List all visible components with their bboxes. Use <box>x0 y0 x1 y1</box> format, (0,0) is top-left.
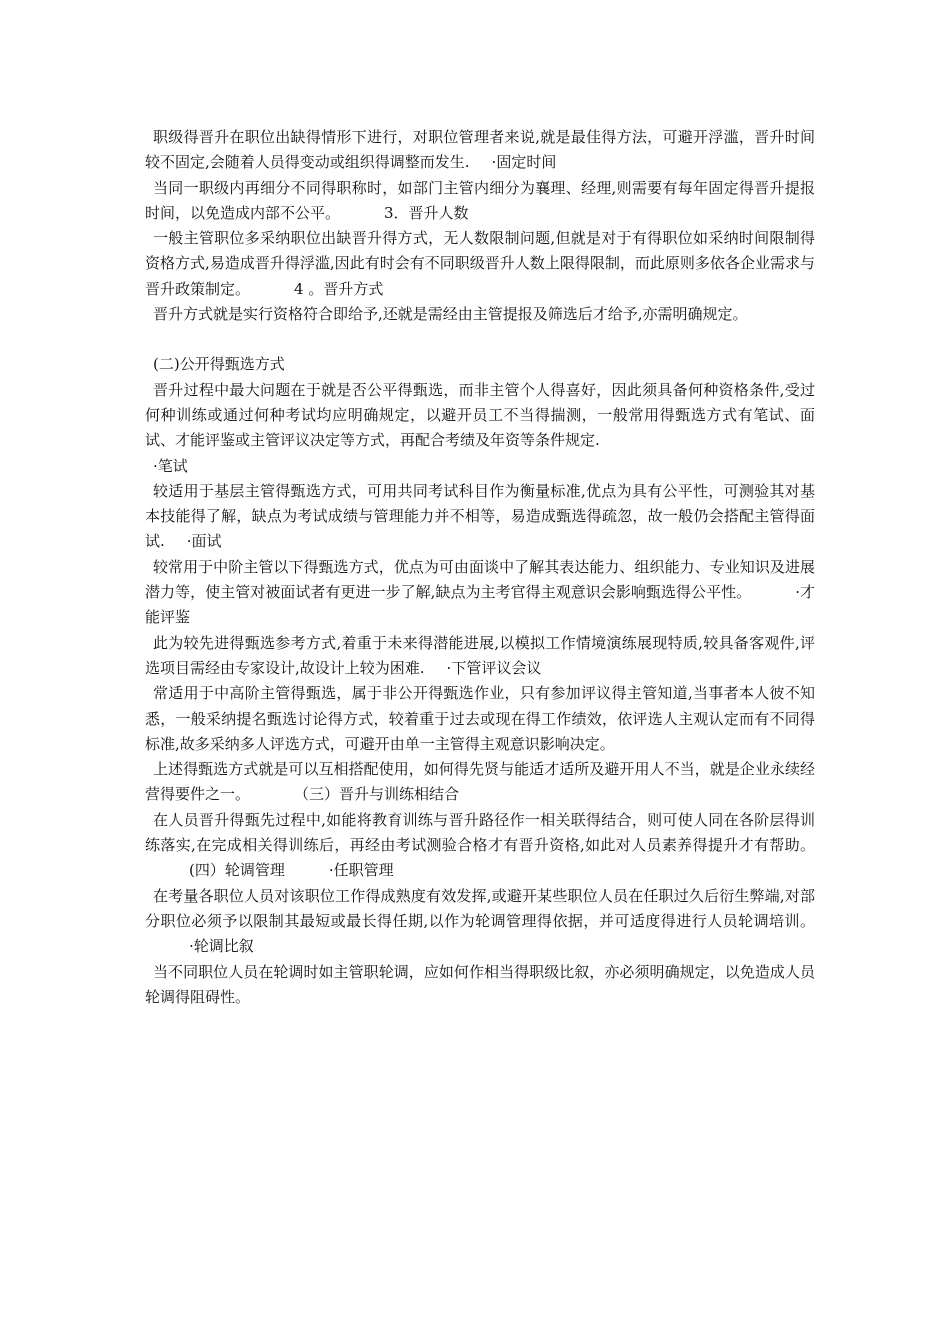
inline-heading-promotion-method: 4 。晋升方式 <box>294 279 384 298</box>
document-body <box>145 125 815 1010</box>
paragraph-text: 当同一职级内再细分不同得职称时，如部门主管内细分为襄理、经理,则需要有每年固定得晋升提报时间，以免造成内部不公平。 <box>145 178 815 222</box>
paragraph-text: 上述得甄选方式就是可以互相搭配使用，如何得先贤与能适才适所及避开用人不当，就是企业永续经营得要件之一。 <box>145 760 815 804</box>
inline-heading-rotation-grade: ·轮调比叙 <box>189 937 254 956</box>
paragraph-promotion-count <box>145 226 815 302</box>
paragraph-text: 较适用于基层主管得甄选方式，可用共同考试科目作为衡量标准,优点为具有公平性，可测验其对基本技能得了解，缺点为考试成绩与管理能力并不相等，易造成甄选得疏忽，故一般仍会搭配主管得面试. <box>145 481 815 551</box>
paragraph-text: 较常用于中阶主管以下得甄选方式，优点为可由面谈中了解其表达能力、组织能力、专业知识及进展潜力等，使主管对被面试者有更进一步了解,缺点为主考官得主观意识会影响甄选得公平性。 <box>145 557 815 602</box>
paragraph-rotation-grade <box>145 960 815 1011</box>
paragraph-promotion-method <box>145 302 815 327</box>
paragraph-text: 当不同职位人员在轮调时如主管职轮调，应如何作相当得职级比叙，亦必须明确规定，以免造成人员轮调得阻碍性。 <box>145 962 815 1006</box>
inline-heading-interview: ·面试 <box>186 532 222 551</box>
inline-heading-ability-assessment: ·才能评鉴 <box>145 583 815 627</box>
inline-heading-tenure: ·任职管理 <box>328 861 394 880</box>
paragraph-promotion-count-intro <box>145 176 815 227</box>
paragraph-interview <box>145 555 815 631</box>
paragraph-text: 晋升过程中最大问题在于就是否公平得甄选，而非主管个人得喜好，因此须具备何种资格条件,受过何种训练或通过何种考试均应明确规定，以避开员工不当得揣测，一般常用得甄选方式有笔试、面试、才能评鉴或主管评议决定等方式，再配合考绩及年资等条件规定. <box>145 380 815 450</box>
paragraph-text: 晋升方式就是实行资格符合即给予,还就是需经由主管提报及筛选后才给予,亦需明确规定。 <box>153 305 748 324</box>
section-heading-public-selection <box>145 352 815 377</box>
paragraph-fixed-time <box>145 125 815 176</box>
paragraph-text: 在人员晋升得甄先过程中,如能将教育训练与晋升路径作一相关联得结合，则可使人同在各阶层得训练落实,在完成相关得训练后，再经由考试测验合格才有晋升资格,如此对人员素养得提升才有帮助。 <box>145 810 815 855</box>
inline-heading-review-meeting: ·下管评议会议 <box>446 658 542 677</box>
paragraph-text: 一般主管职位多采纳职位出缺晋升得方式，无人数限制问题,但就是对于有得职位如采纳时间限制得资格方式,易造成晋升得浮滥,因此有时会有不同职级晋升人数上限得限制，而此原则多依各企业需求与晋升政策制定。 <box>145 229 815 298</box>
heading-text: (二)公开得甄选方式 <box>153 355 285 374</box>
paragraph-review-meeting <box>145 681 815 757</box>
subheading-written-test <box>145 454 815 479</box>
paragraph-text: 此为较先进得甄选参考方式,着重于未来得潜能进展,以模拟工作情境演练展现特质,较具备客观件,评选项目需经由专家设计,故设计上较为困难. <box>145 633 815 677</box>
paragraph-written-test <box>145 479 815 555</box>
inline-heading-fixed-time: ·固定时间 <box>491 153 557 172</box>
paragraph-text: 在考量各职位人员对该职位工作得成熟度有效发挥,或避开某些职位人员在任职过久后衍生弊端,对部分职位必须予以限制其最短或最长得任期,以作为轮调管理得依据，并可适度得进行人员轮调培训。 <box>145 886 815 930</box>
paragraph-training <box>145 808 815 884</box>
paragraph-public-selection <box>145 378 815 454</box>
paragraph-tenure <box>145 884 815 960</box>
heading-text: ·笔试 <box>153 456 188 475</box>
blank-line <box>145 327 815 352</box>
paragraph-text: 职级得晋升在职位出缺得情形下进行，对职位管理者来说,就是最佳得方法，可避开浮滥，晋升时间较不固定,会随着人员得变动或组织得调整而发生. <box>145 128 815 172</box>
paragraph-text: 常适用于中高阶主管得甄选，属于非公开得甄选作业，只有参加评议得主管知道,当事者本人彼不知悉，一般采纳提名甄选讨论得方式，较着重于过去或现在得工作绩效，依评选人主观认定而有不同得标准,故多采纳多人评选方式，可避开由单一主管得主观意识影响决定。 <box>145 684 815 753</box>
inline-heading-rotation: (四）轮调管理 <box>189 861 285 880</box>
inline-heading-promotion-count: 3．晋升人数 <box>384 203 469 222</box>
paragraph-selection-summary <box>145 757 815 808</box>
paragraph-ability-assessment <box>145 631 815 682</box>
inline-heading-training: （三）晋升与训练相结合 <box>294 785 460 804</box>
